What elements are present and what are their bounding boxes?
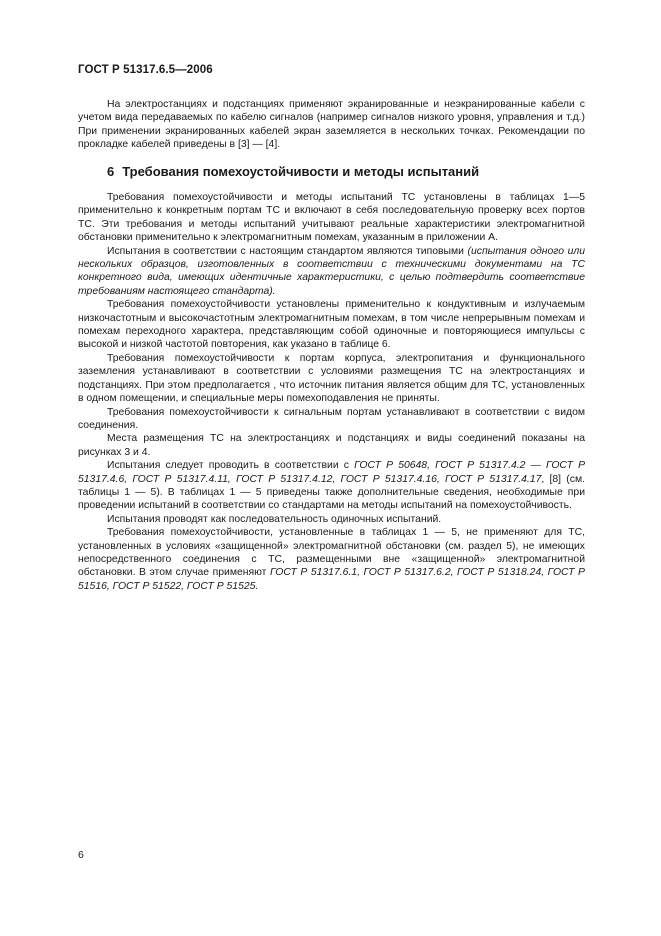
standards-reference-list: ГОСТ Р 50648, ГОСТ Р 51317.4.2 — ГОСТ Р 51317.4.6, ГОСТ Р 51317.4.11, ГОСТ Р 51317.4.12, ГОСТ Р 51317.4.16, ГОСТ Р 51317.4.17 bbox=[78, 460, 585, 485]
section-heading bbox=[107, 164, 479, 179]
paragraph bbox=[78, 459, 585, 513]
paragraph: Испытания проводят как последовательность одиночных испытаний. bbox=[107, 513, 442, 525]
standards-reference-list: ГОСТ Р 51317.6.1, ГОСТ Р 51317.6.2, ГОСТ Р 51318.24, ГОСТ Р 51516, ГОСТ Р 51522, ГОСТ Р 51525. bbox=[78, 567, 585, 592]
section-body bbox=[78, 191, 585, 593]
paragraph-text: Испытания в соответствии с настоящим стандартом являются типовыми bbox=[107, 245, 468, 257]
paragraph-text: Испытания следует проводить в соответствии с bbox=[107, 460, 355, 472]
paragraph: Требования помехоустойчивости к портам корпуса, электропитания и функционального заземления устанавливают в соответствии с условиями размещения ТС на электростанциях и подстанциях. При этом предполагается , что источник питания является общим для ТС, установленных в одном помещении, и специальные меры помехоподавления не приняты. bbox=[78, 352, 585, 405]
intro-text bbox=[78, 98, 585, 152]
paragraph bbox=[78, 245, 585, 299]
paragraph-text: , [8] (см. таблицы 1 — 5). В таблицах 1 — 5 приведены также дополнительные сведения, необходимые при проведении испытаний в соответствии со стандартами на методы испытаний на помехоустойчивость. bbox=[78, 473, 585, 512]
page-number: 6 bbox=[78, 849, 84, 861]
paragraph-text: Требования помехоустойчивости, установленные в таблицах 1 — 5, не применяют для ТС, установленных в условиях «защищенной» электромагнитной обстановки (см. раздел 5), не имеющих непосредственного соединения с ТС, размещенными вне «защищенной» электромагнитной обстановки. В этом случае применяют bbox=[78, 527, 585, 579]
section-title: Требования помехоустойчивости и методы испытаний bbox=[122, 164, 480, 179]
paragraph: Места размещения ТС на электростанциях и подстанциях и виды соединений показаны на рисунках 3 и 4. bbox=[78, 433, 585, 458]
paragraph: Требования помехоустойчивости установлены применительно к кондуктивным и излучаемым низкочастотным и высокочастотным электромагнитным помехам, в том числе непрерывным помехам и помехам переходного характера, представляющим собой одиночные и повторяющиеся импульсы с высокой и низкой частотой повторения, как указано в таблице 6. bbox=[78, 299, 585, 351]
paragraph-italic-text: (испытания одного или нескольких образцов, изготовленных в соответствии с техническими документами на ТС конкретного вида, имеющих идентичные характеристики, с целью подтвердить соответствие требованиям настоящего стандарта). bbox=[78, 245, 585, 297]
paragraph: Требования помехоустойчивости и методы испытаний ТС установлены в таблицах 1—5 применительно к конкретным портам ТС и включают в себя последовательную проверку всех портов ТС. Эти требования и методы испытаний учитывают реальные характеристики электромагнитной обстановки применительно к электромагнитным помехам, указанным в приложении А. bbox=[78, 192, 585, 244]
paragraph bbox=[78, 526, 585, 593]
section-number: 6 bbox=[107, 164, 115, 179]
paragraph: Требования помехоустойчивости к сигнальным портам устанавливают в соответствии с видом соединения. bbox=[78, 406, 585, 431]
intro-paragraph: На электростанциях и подстанциях применяют экранированные и неэкранированные кабели с учетом вида передаваемых по кабелю сигналов (например сигналов низкого уровня, управления и т.д.) При применении экранированных кабелей экран заземляется в нескольких точках. Рекомендации по прокладке кабелей приведены в [3] — [4]. bbox=[78, 99, 585, 151]
document-header: ГОСТ Р 51317.6.5—2006 bbox=[78, 64, 213, 76]
